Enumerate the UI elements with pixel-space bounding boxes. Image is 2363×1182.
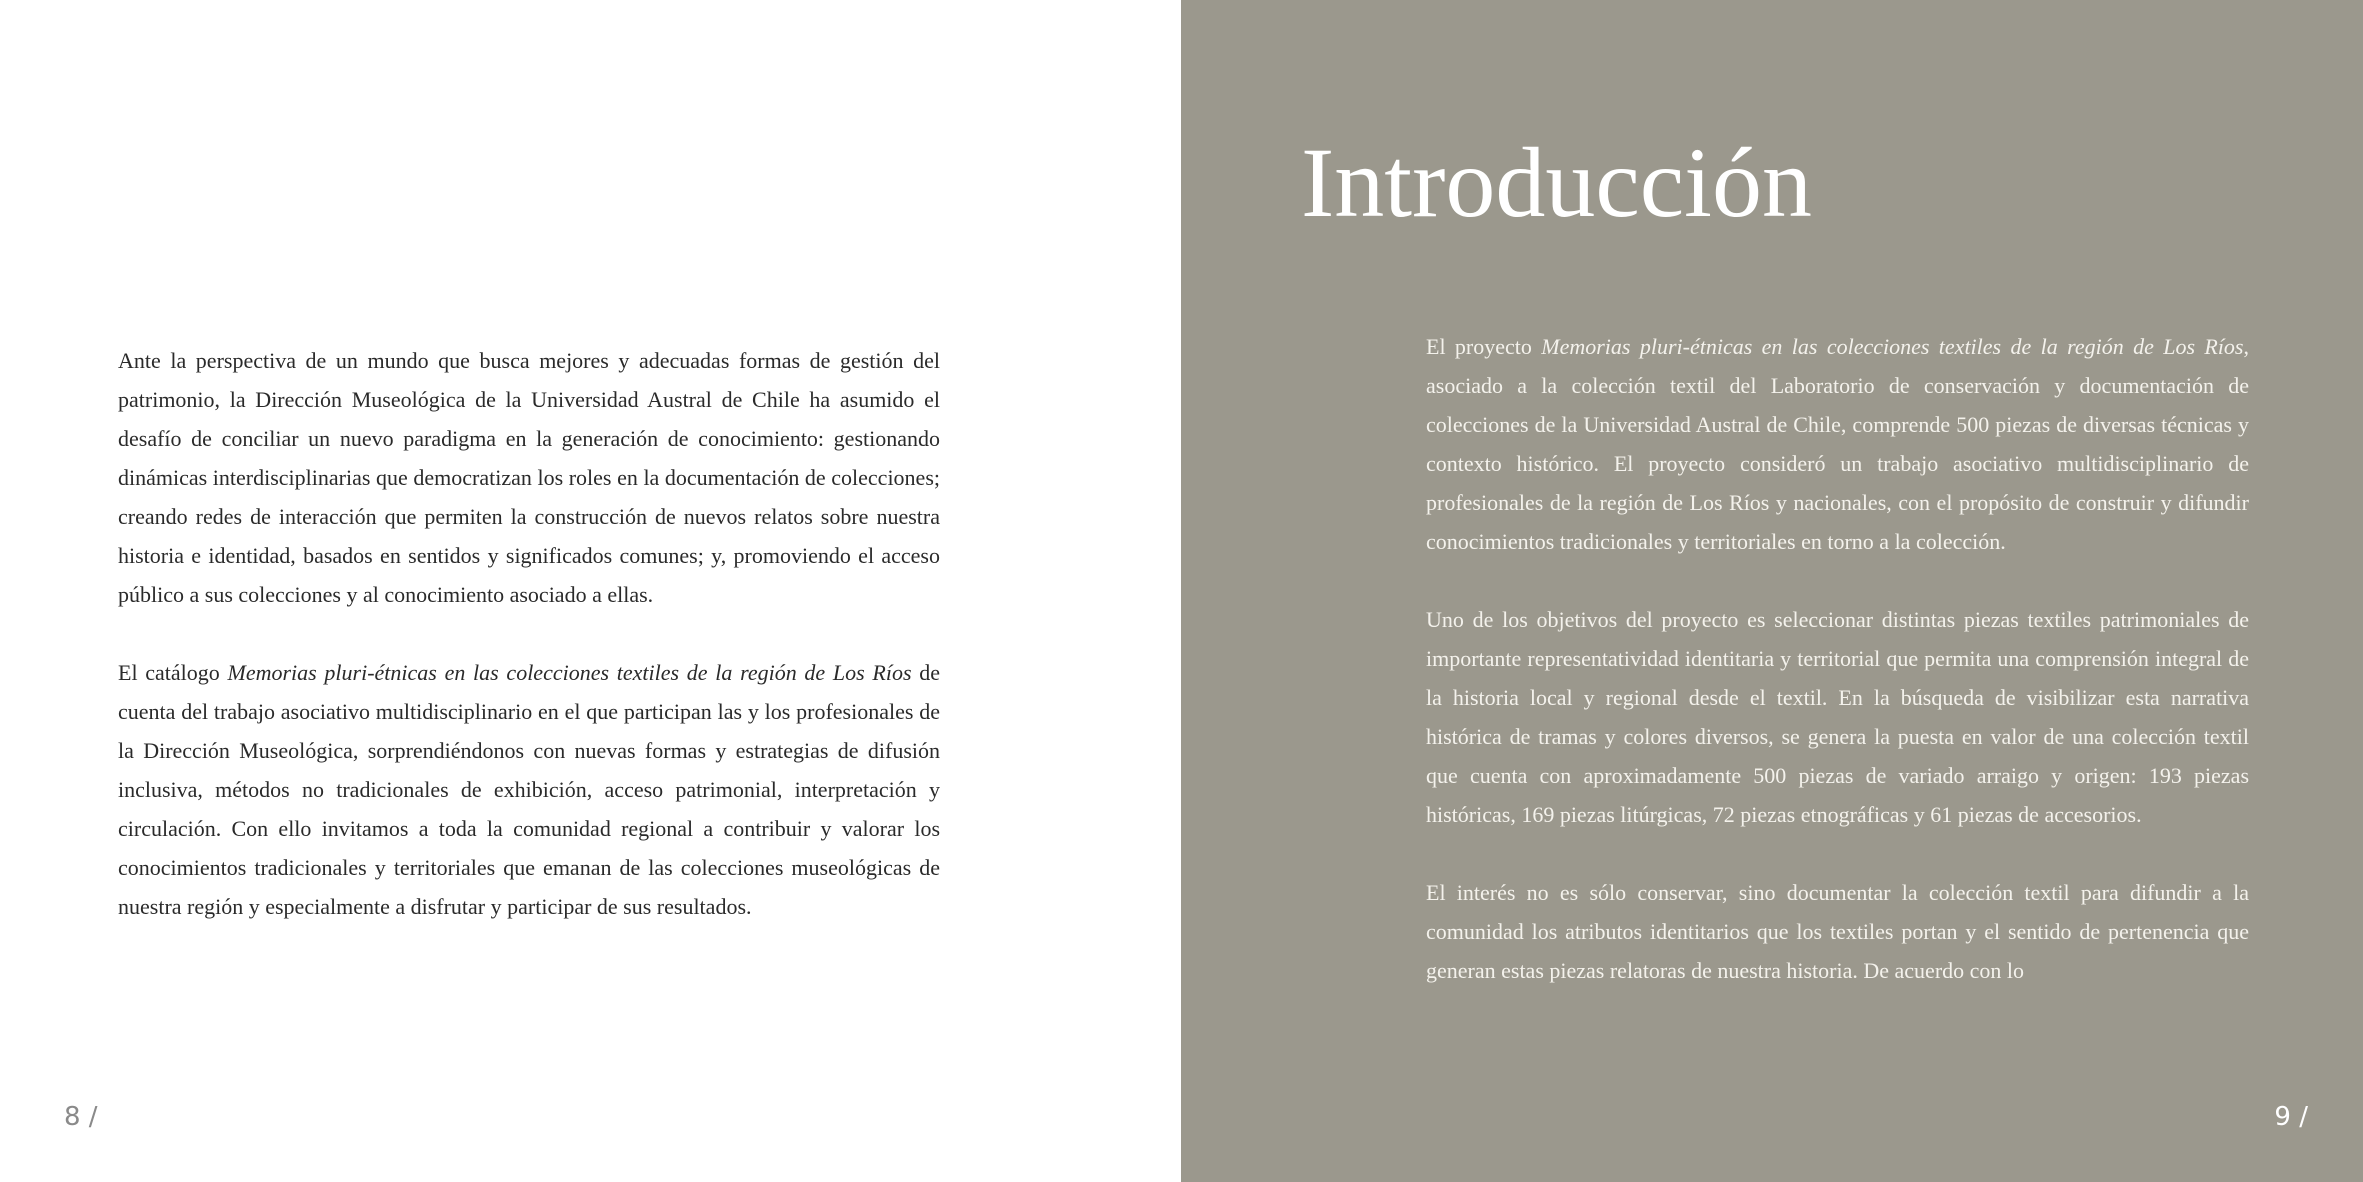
catalog-title-italic: Memorias pluri-étnicas en las colecciones textiles de la región de Los Ríos [227, 660, 912, 685]
left-page [0, 0, 1181, 1182]
right-paragraph-2: Uno de los objetivos del proyecto es seleccionar distintas piezas textiles patrimoniales de importante representatividad identitaria y territorial que permita una comprensión integral de la historia local y regional desde el textil. En la búsqueda de visibilizar esta narrativa histórica de tramas y colores diversos, se genera la puesta en valor de una colección textil que cuenta con aproximadamente 500 piezas de variado arraigo y origen: 193 piezas históricas, 169 piezas litúrgicas, 72 piezas etnográficas y 61 piezas de accesorios. [1426, 607, 2249, 827]
right-page [1181, 0, 2363, 1182]
left-paragraph-1: Ante la perspectiva de un mundo que busca mejores y adecuadas formas de gestión del patrimonio, la Dirección Museológica de la Universidad Austral de Chile ha asumido el desafío de conciliar un nuevo paradigma en la generación de conocimiento: gestionando dinámicas interdisciplinarias que democratizan los roles en la documentación de colecciones; creando redes de interacción que permiten la construcción de nuevos relatos sobre nuestra historia e identidad, basados en sentidos y significados comunes; y, promoviendo el acceso público a sus colecciones y al conocimiento asociado a ellas. [118, 348, 940, 607]
left-text-column [118, 341, 940, 926]
section-title: Introducción [1301, 127, 1812, 238]
right-paragraph-1: El proyecto Memorias pluri-étnicas en las colecciones textiles de la región de Los Ríos, asociado a la colección textil del Laboratorio de conservación y documentación de colecciones de la Universidad Austral de Chile, comprende 500 piezas de diversas técnicas y contexto histórico. El proyecto consideró un trabajo asociativo multidisciplinario de profesionales de la región de Los Ríos y nacionales, con el propósito de construir y difundir conocimientos tradicionales y territoriales en torno a la colección. [1426, 334, 2249, 554]
page-number-right: 9 / [2274, 1102, 2308, 1132]
left-paragraph-2: El catálogo Memorias pluri-étnicas en las colecciones textiles de la región de Los Ríos de cuenta del trabajo asociativo multidisciplinario en el que participan las y los profesionales de la Dirección Museológica, sorprendiéndonos con nuevas formas y estrategias de difusión inclusiva, métodos no tradicionales de exhibición, acceso patrimonial, interpretación y circulación. Con ello invitamos a toda la comunidad regional a contribuir y valorar los conocimientos tradicionales y territoriales que emanan de las colecciones museológicas de nuestra región y especialmente a disfrutar y participar de sus resultados. [118, 660, 940, 919]
page-number-left: 8 / [64, 1102, 98, 1132]
right-paragraph-3: El interés no es sólo conservar, sino documentar la colección textil para difundir a la comunidad los atributos identitarios que los textiles portan y el sentido de pertenencia que generan estas piezas relatoras de nuestra historia. De acuerdo con lo [1426, 880, 2249, 983]
right-text-column [1426, 327, 2249, 990]
project-title-italic: Memorias pluri-étnicas en las colecciones textiles de la región de Los Ríos [1541, 334, 2244, 359]
